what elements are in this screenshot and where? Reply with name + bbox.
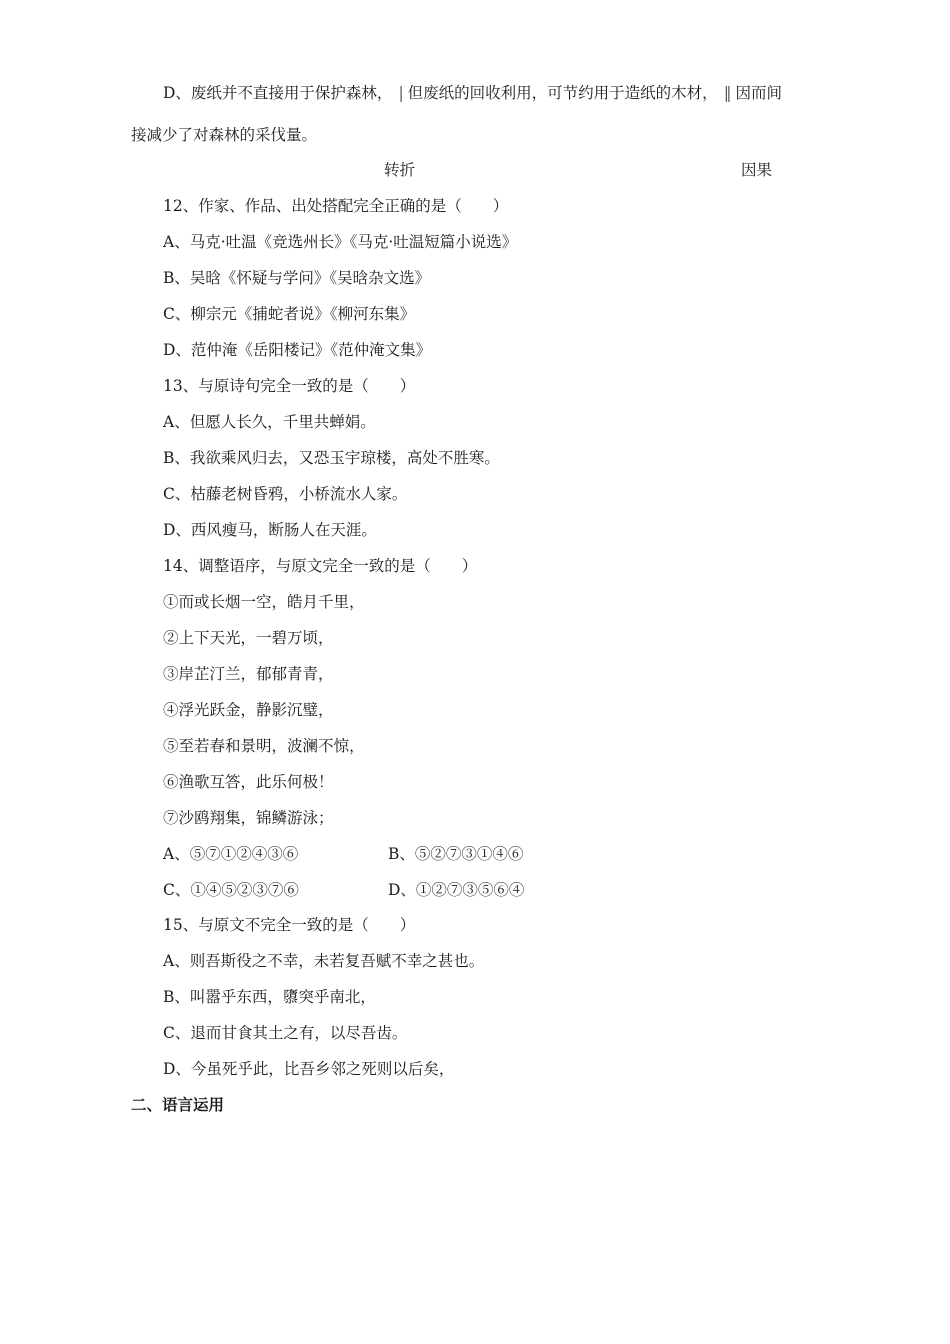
- q11-option-d-line2: 接减少了对森林的采伐量。: [131, 126, 318, 144]
- q12-option-a: A、马克·吐温《竞选州长》《马克·吐温短篇小说选》: [163, 233, 518, 251]
- q13-stem: 13、与原诗句完全一致的是（ ）: [163, 377, 416, 395]
- q12-option-c: C、柳宗元《捕蛇者说》《柳河东集》: [163, 305, 416, 323]
- q13-option-b: B、我欲乘风归去，又恐玉宇琼楼，高处不胜寒。: [163, 449, 500, 467]
- q12-option-b: B、吴晗《怀疑与学问》《吴晗杂文选》: [163, 269, 431, 287]
- q14-sentence-5: ⑤至若春和景明，波澜不惊，: [163, 737, 365, 755]
- q11-option-d-part3: 因而间: [735, 84, 782, 102]
- q15-stem: 15、与原文不完全一致的是（ ）: [163, 916, 416, 934]
- q15-option-d: D、今虽死乎此，比吾乡邻之死则以后矣，: [163, 1060, 455, 1078]
- q14-sentence-7: ⑦沙鸥翔集，锦鳞游泳；: [163, 809, 334, 827]
- q14-option-b: B、⑤②⑦③①④⑥: [388, 845, 524, 863]
- label-cause: 因果: [741, 161, 773, 179]
- q15-option-b: B、叫嚣乎东西，隳突乎南北，: [163, 988, 376, 1006]
- q11-option-d-line1: [163, 83, 782, 103]
- q14-sentence-2: ②上下天光，一碧万顷，: [163, 629, 334, 647]
- q14-sentence-1: ①而或长烟一空，皓月千里，: [163, 593, 365, 611]
- q14-option-c: C、①④⑤②③⑦⑥: [163, 881, 299, 899]
- q14-option-d: D、①②⑦③⑤⑥④: [388, 881, 525, 899]
- q15-option-a: A、则吾斯役之不幸，未若复吾赋不幸之甚也。: [163, 952, 485, 970]
- q13-option-c: C、枯藤老树昏鸦，小桥流水人家。: [163, 485, 408, 503]
- double-bar-mark: ‖: [723, 84, 732, 102]
- q15-option-c: C、退而甘食其土之有，以尽吾齿。: [163, 1024, 408, 1042]
- single-bar-mark: |: [398, 84, 404, 102]
- q13-option-a: A、但愿人长久，千里共蝉娟。: [163, 413, 376, 431]
- q14-stem: 14、调整语序，与原文完全一致的是（ ）: [163, 557, 478, 575]
- q11-option-d-part1: D、废纸并不直接用于保护森林，: [163, 84, 393, 102]
- q13-option-d: D、西风瘦马，断肠人在天涯。: [163, 521, 377, 539]
- q14-sentence-6: ⑥渔歌互答，此乐何极！: [163, 773, 334, 791]
- label-turn: 转折: [384, 161, 416, 179]
- q14-sentence-3: ③岸芷汀兰，郁郁青青，: [163, 665, 334, 683]
- q14-sentence-4: ④浮光跃金，静影沉璧，: [163, 701, 334, 719]
- q14-option-a: A、⑤⑦①②④③⑥: [163, 845, 299, 863]
- q12-option-d: D、范仲淹《岳阳楼记》《范仲淹文集》: [163, 341, 432, 359]
- q12-stem: 12、作家、作品、出处搭配完全正确的是（ ）: [163, 197, 509, 215]
- q11-option-d-part2: 但废纸的回收利用，可节约用于造纸的木材，: [407, 84, 718, 102]
- section-heading-language-use: 二、语言运用: [131, 1096, 225, 1114]
